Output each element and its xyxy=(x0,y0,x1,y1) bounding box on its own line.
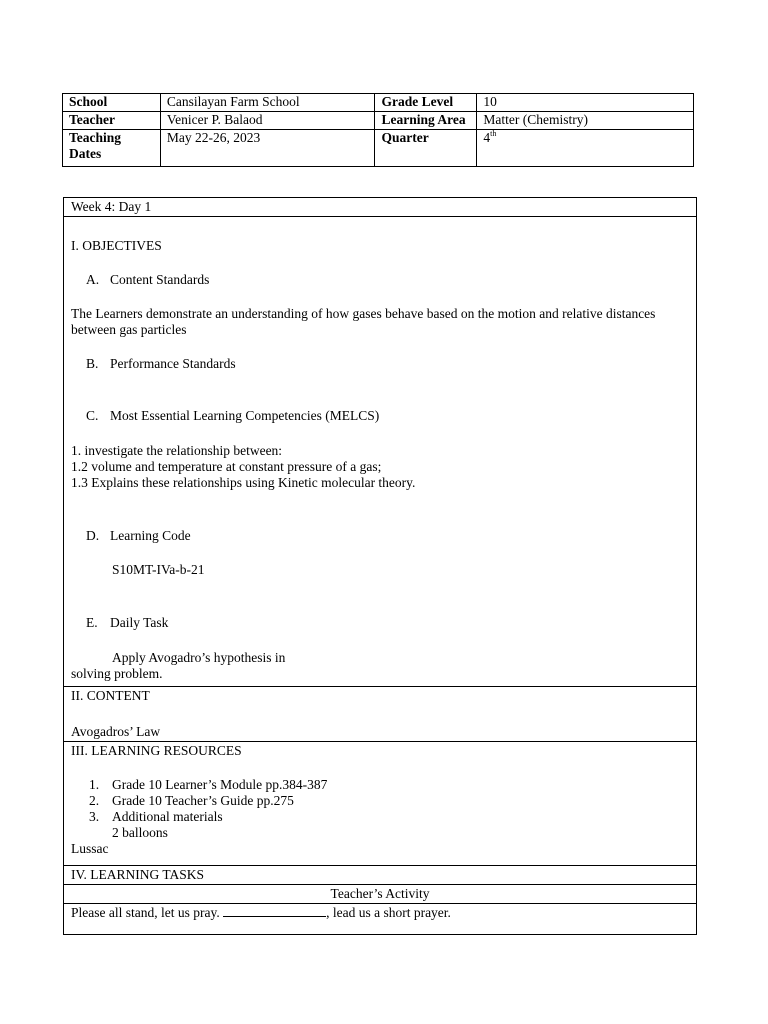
learning-code-heading: D. Learning Code xyxy=(86,528,191,543)
prayer-row xyxy=(64,904,697,935)
performance-standards-heading: B. Performance Standards xyxy=(86,356,236,371)
teacher-activity-heading: Teacher’s Activity xyxy=(64,885,697,904)
prayer-cell xyxy=(64,904,697,935)
quarter-value: 4th xyxy=(477,130,694,167)
learning-code-value: S10MT-IVa-b-21 xyxy=(112,562,205,577)
quarter-suffix: th xyxy=(490,129,497,138)
learning-area-value: Matter (Chemistry) xyxy=(477,112,694,130)
quarter-label: Quarter xyxy=(375,130,477,167)
list-item: 3. Additional materials xyxy=(89,809,223,824)
teaching-dates-label: Teaching Dates xyxy=(63,130,161,167)
list-item: 1. Grade 10 Learner’s Module pp.384-387 xyxy=(89,777,328,792)
teacher-value: Venicer P. Balaod xyxy=(160,112,375,130)
grade-level-label: Grade Level xyxy=(375,94,477,112)
name-blank-line xyxy=(223,905,326,917)
objectives-cell xyxy=(64,217,697,687)
header-row-school xyxy=(63,94,694,112)
melc-line: 1. investigate the relationship between: xyxy=(71,443,283,458)
school-value: Cansilayan Farm School xyxy=(160,94,375,112)
resources-cell xyxy=(64,742,697,866)
prayer-text-end: , lead us a short prayer. xyxy=(326,905,451,920)
header-info-table xyxy=(62,93,694,167)
teacher-label: Teacher xyxy=(63,112,161,130)
objectives-row xyxy=(64,217,697,687)
week-day-row xyxy=(64,198,697,217)
grade-level-value: 10 xyxy=(477,94,694,112)
objectives-heading: I. OBJECTIVES xyxy=(71,238,162,253)
melc-line: 1.3 Explains these relationships using Kinetic molecular theory. xyxy=(71,475,416,490)
teacher-activity-row xyxy=(64,885,697,904)
resources-row xyxy=(64,742,697,866)
melc-line: 1.2 volume and temperature at constant pressure of a gas; xyxy=(71,459,382,474)
content-text: Avogadros’ Law xyxy=(71,724,161,739)
header-row-teacher xyxy=(63,112,694,130)
content-heading: II. CONTENT xyxy=(71,688,150,703)
additional-material-item: 2 balloons xyxy=(112,825,168,840)
lesson-plan-table xyxy=(63,197,697,935)
content-standards-heading: A. Content Standards xyxy=(86,272,210,287)
resources-trailing-text: Lussac xyxy=(71,841,109,856)
daily-task-text: Apply Avogadro’s hypothesis in xyxy=(112,650,286,665)
teaching-dates-value: May 22-26, 2023 xyxy=(160,130,375,167)
learning-tasks-row xyxy=(64,866,697,885)
resources-list xyxy=(71,777,689,825)
content-standards-text: The Learners demonstrate an understanding of how gases behave based on the motion and relative distances between gas particles xyxy=(71,306,656,337)
learning-tasks-heading: IV. LEARNING TASKS xyxy=(64,866,697,885)
school-label: School xyxy=(63,94,161,112)
header-row-dates xyxy=(63,130,694,167)
week-day: Week 4: Day 1 xyxy=(64,198,697,217)
daily-task-heading: E. Daily Task xyxy=(86,615,169,630)
prayer-text-start: Please all stand, let us pray. xyxy=(71,905,220,920)
learning-area-label: Learning Area xyxy=(375,112,477,130)
resources-heading: III. LEARNING RESOURCES xyxy=(71,743,242,758)
daily-task-text-cont: solving problem. xyxy=(71,666,163,681)
list-item: 2. Grade 10 Teacher’s Guide pp.275 xyxy=(89,793,294,808)
content-cell xyxy=(64,687,697,742)
content-row xyxy=(64,687,697,742)
melcs-heading: C. Most Essential Learning Competencies (MELCS) xyxy=(86,408,380,423)
